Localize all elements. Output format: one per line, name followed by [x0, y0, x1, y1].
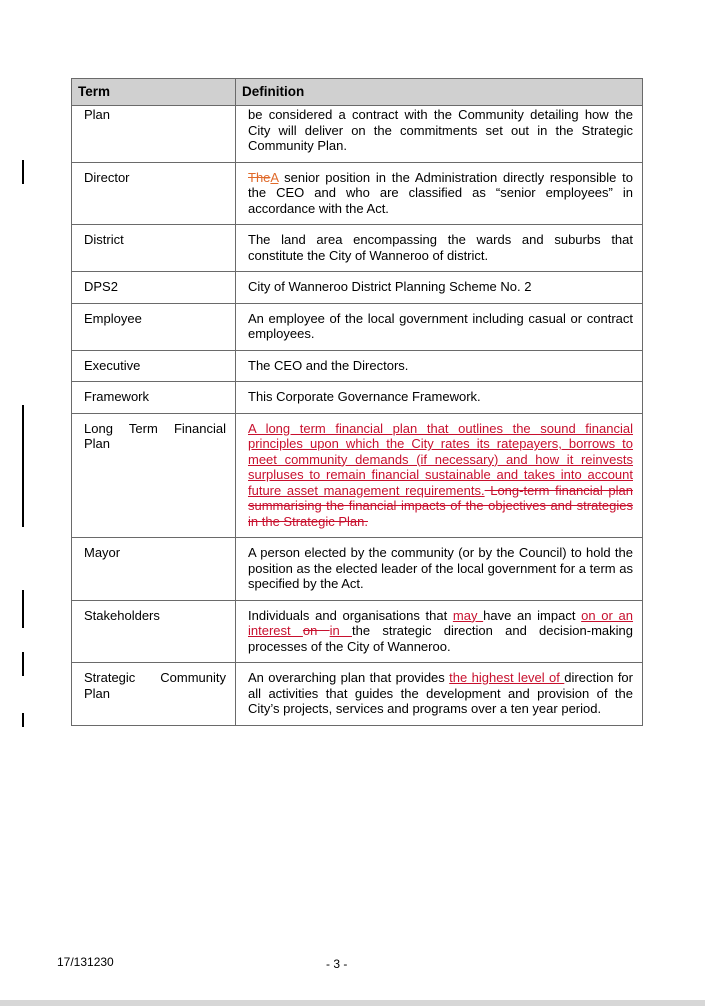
inserted-text: may — [452, 607, 484, 623]
inserted-text: in — [329, 623, 352, 638]
definition-cell — [236, 162, 643, 225]
term-cell: Strategic Community Plan — [72, 663, 236, 726]
definition-cell: An employee of the local government including casual or contract employees. — [236, 303, 643, 350]
inserted-text: A — [270, 169, 279, 185]
term-cell: Director — [72, 162, 236, 225]
page-number: - 3 - — [326, 957, 348, 971]
definitions-table — [71, 78, 643, 726]
definition-cell: City of Wanneroo District Planning Scheme No. 2 — [236, 272, 643, 304]
table-row — [72, 538, 643, 601]
definition-cell: This Corporate Governance Framework. — [236, 382, 643, 414]
term-cell: District — [72, 225, 236, 272]
term-cell: Mayor — [72, 538, 236, 601]
definition-cell: The land area encompassing the wards and suburbs that constitute the City of Wanneroo of district. — [236, 225, 643, 272]
table-row — [72, 413, 643, 538]
table-row — [72, 350, 643, 382]
deleted-text: The — [248, 169, 271, 185]
definition-cell: A person elected by the community (or by the Council) to hold the position as the elected leader of the local government for a term as specified by the Act. — [236, 538, 643, 601]
table-row — [72, 225, 643, 272]
header-term: Term — [72, 79, 236, 106]
definition-cell: The CEO and the Directors. — [236, 350, 643, 382]
inserted-text: the highest level of — [449, 670, 565, 685]
header-definition: Definition — [236, 79, 643, 106]
change-bar — [22, 713, 24, 727]
term-cell: Long Term Financial Plan — [72, 413, 236, 538]
definition-cell — [236, 663, 643, 726]
table-row — [72, 382, 643, 414]
change-bar — [22, 652, 24, 676]
document-reference: 17/131230 — [57, 955, 114, 969]
term-cell: Employee — [72, 303, 236, 350]
definition-text: An overarching plan that provides — [248, 670, 450, 685]
term-cell: Stakeholders — [72, 600, 236, 663]
change-bar — [22, 405, 24, 527]
table-row — [72, 106, 643, 163]
inserted-text: on or an interest — [248, 607, 634, 638]
deleted-text: on — [302, 623, 330, 638]
table-row — [72, 663, 643, 726]
definition-text: direction for all activities that guides the development and provision of the City’s projects, services and programs over a ten year period. — [248, 670, 633, 716]
deleted-text: Long-term financial plan summarising the financial impacts of the objectives and strategies in the Strategic Plan. — [248, 482, 633, 529]
definition-text: senior position in the Administration directly responsible to the CEO and who are classified as “senior employees” in accordance with the Act. — [248, 169, 633, 216]
definition-text: have an impact — [483, 607, 582, 623]
table-header-row — [72, 79, 643, 106]
definition-cell: be considered a contract with the Community detailing how the City will deliver on the commitments set out in the Strategic Community Plan. — [236, 106, 643, 163]
definition-cell — [236, 413, 643, 538]
definition-text: the strategic direction and decision-making processes of the City of Wanneroo. — [248, 623, 633, 654]
term-cell: Plan — [72, 106, 236, 163]
change-bar — [22, 160, 24, 184]
definition-cell — [236, 600, 643, 663]
definition-text: Individuals and organisations that — [248, 607, 453, 623]
term-cell: DPS2 — [72, 272, 236, 304]
table-row — [72, 272, 643, 304]
change-bar — [22, 590, 24, 628]
term-cell: Executive — [72, 350, 236, 382]
table-row — [72, 600, 643, 663]
table-row — [72, 162, 643, 225]
inserted-text: A long term financial plan that outlines the sound financial principles upon which the City rates its ratepayers, borrows to meet community demands (if necessary) and how it reinvests surpluses to remain financial sustainable and takes into account future asset management requirements. — [248, 420, 633, 498]
page-bottom-edge — [0, 1000, 705, 1006]
table-row — [72, 303, 643, 350]
term-cell: Framework — [72, 382, 236, 414]
